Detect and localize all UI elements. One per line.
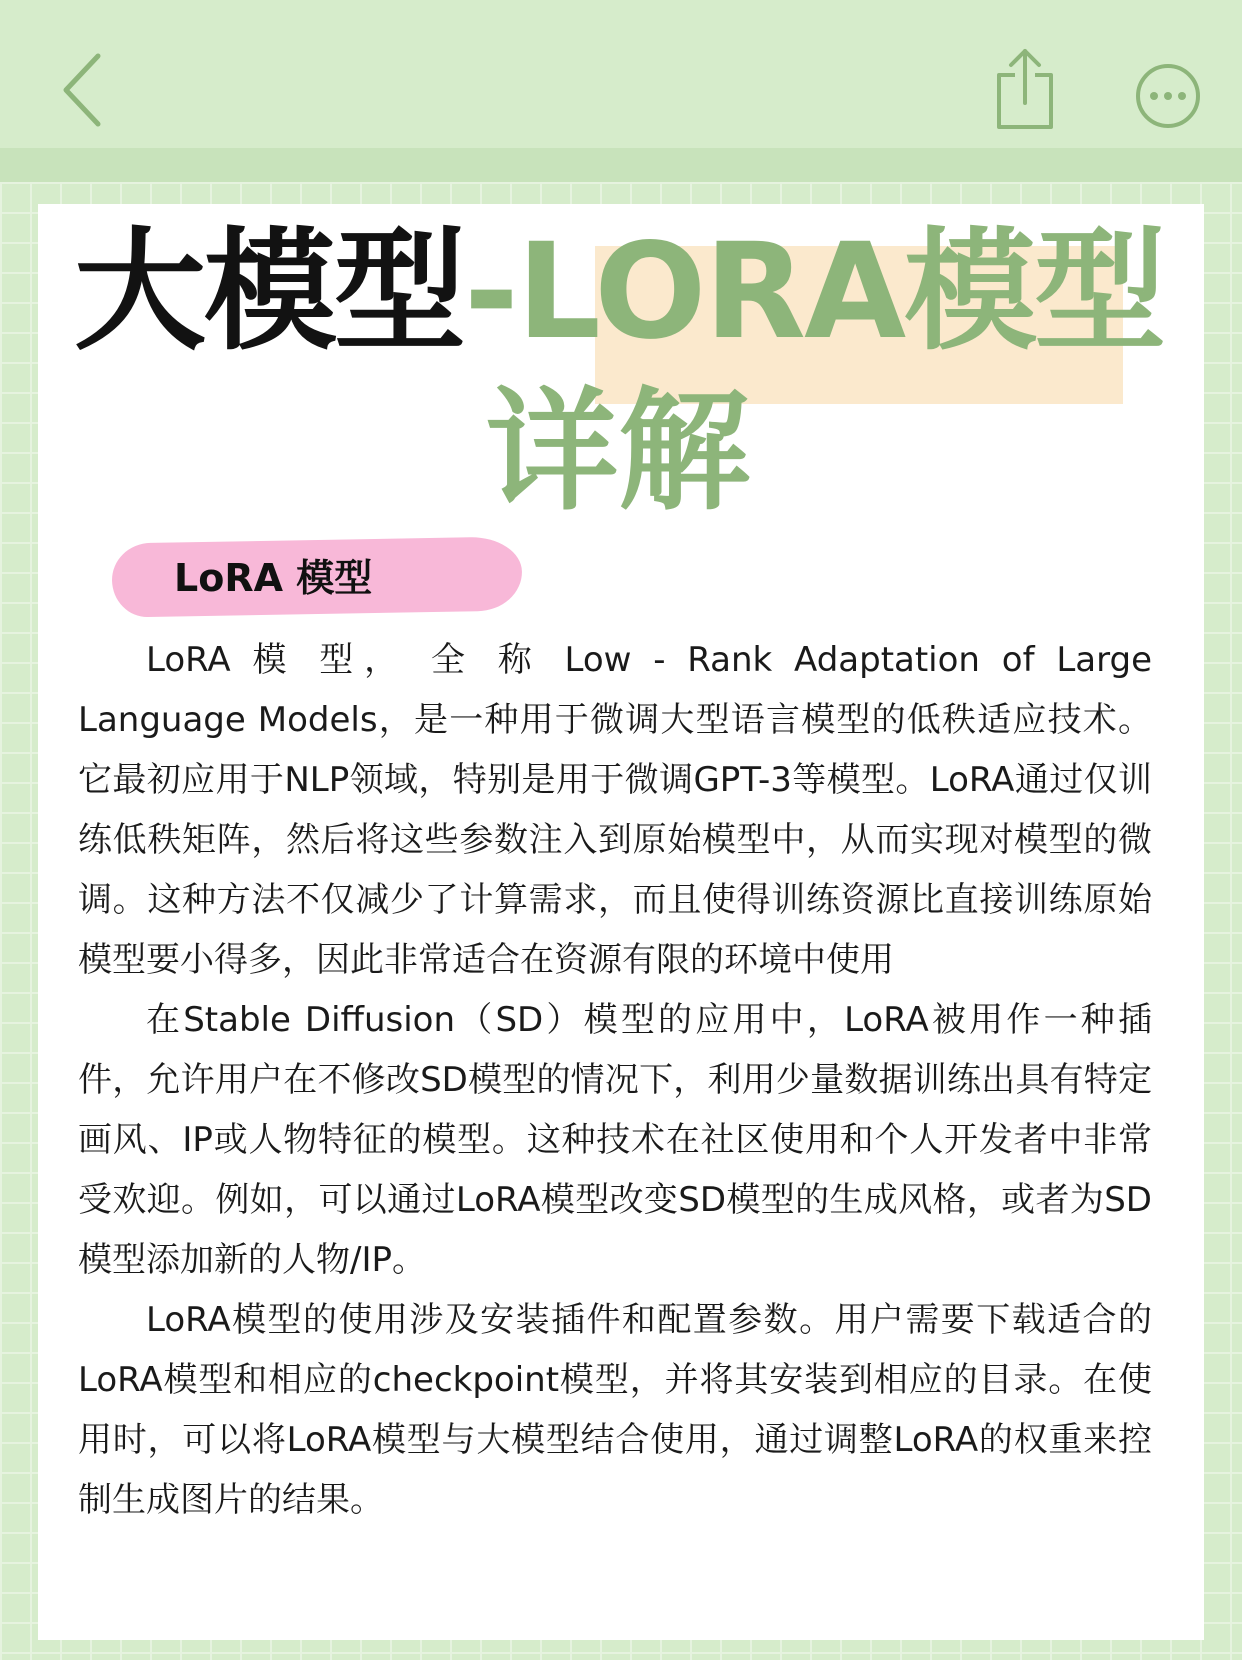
paragraph: LoRA 模 型， 全 称 Low - Rank Adaptation of Large Language Models，是一种用于微调大型语言模型的低秩适应技术。它最初应用于NLP领域，特别是用于微调GPT-3等模型。LoRA通过仅训练低秩矩阵，然后将这些参数注入到原始模型中，从而实现对模型的微调。这种方法不仅减少了计算需求，而且使得训练资源比直接训练原始模型要小得多，因此非常适合在资源有限的环境中使用: [78, 640, 1152, 980]
more-options-icon: [1134, 62, 1202, 130]
share-button[interactable]: [995, 45, 1055, 131]
share-icon: [995, 45, 1055, 131]
paragraph: LoRA模型的使用涉及安装插件和配置参数。用户需要下载适合的LoRA模型和相应的checkpoint模型，并将其安装到相应的目录。在使用时，可以将LoRA模型与大模型结合使用，通过调整LoRA的权重来控制生成图片的结果。: [78, 1300, 1152, 1520]
section-label: LoRA 模型: [174, 556, 373, 600]
top-navigation-bar: [0, 0, 1242, 148]
page-title-line2: 详解: [486, 375, 750, 529]
back-button[interactable]: [60, 52, 110, 128]
title-part-black: 大模型: [74, 215, 464, 369]
nav-divider: [0, 148, 1242, 182]
more-options-button[interactable]: [1134, 62, 1202, 130]
article-body: [78, 630, 1152, 1530]
chevron-left-icon: [60, 52, 110, 128]
paragraph: 在Stable Diffusion（SD）模型的应用中，LoRA被用作一种插件，允许用户在不修改SD模型的情况下，利用少量数据训练出具有特定画风、IP或人物特征的模型。这种技术在社区使用和个人开发者中非常受欢迎。例如，可以通过LoRA模型改变SD模型的生成风格，或者为SD模型添加新的人物/IP。: [78, 1000, 1152, 1280]
page-title: [74, 212, 1164, 372]
title-part-green: -LORA模型: [464, 215, 1165, 369]
